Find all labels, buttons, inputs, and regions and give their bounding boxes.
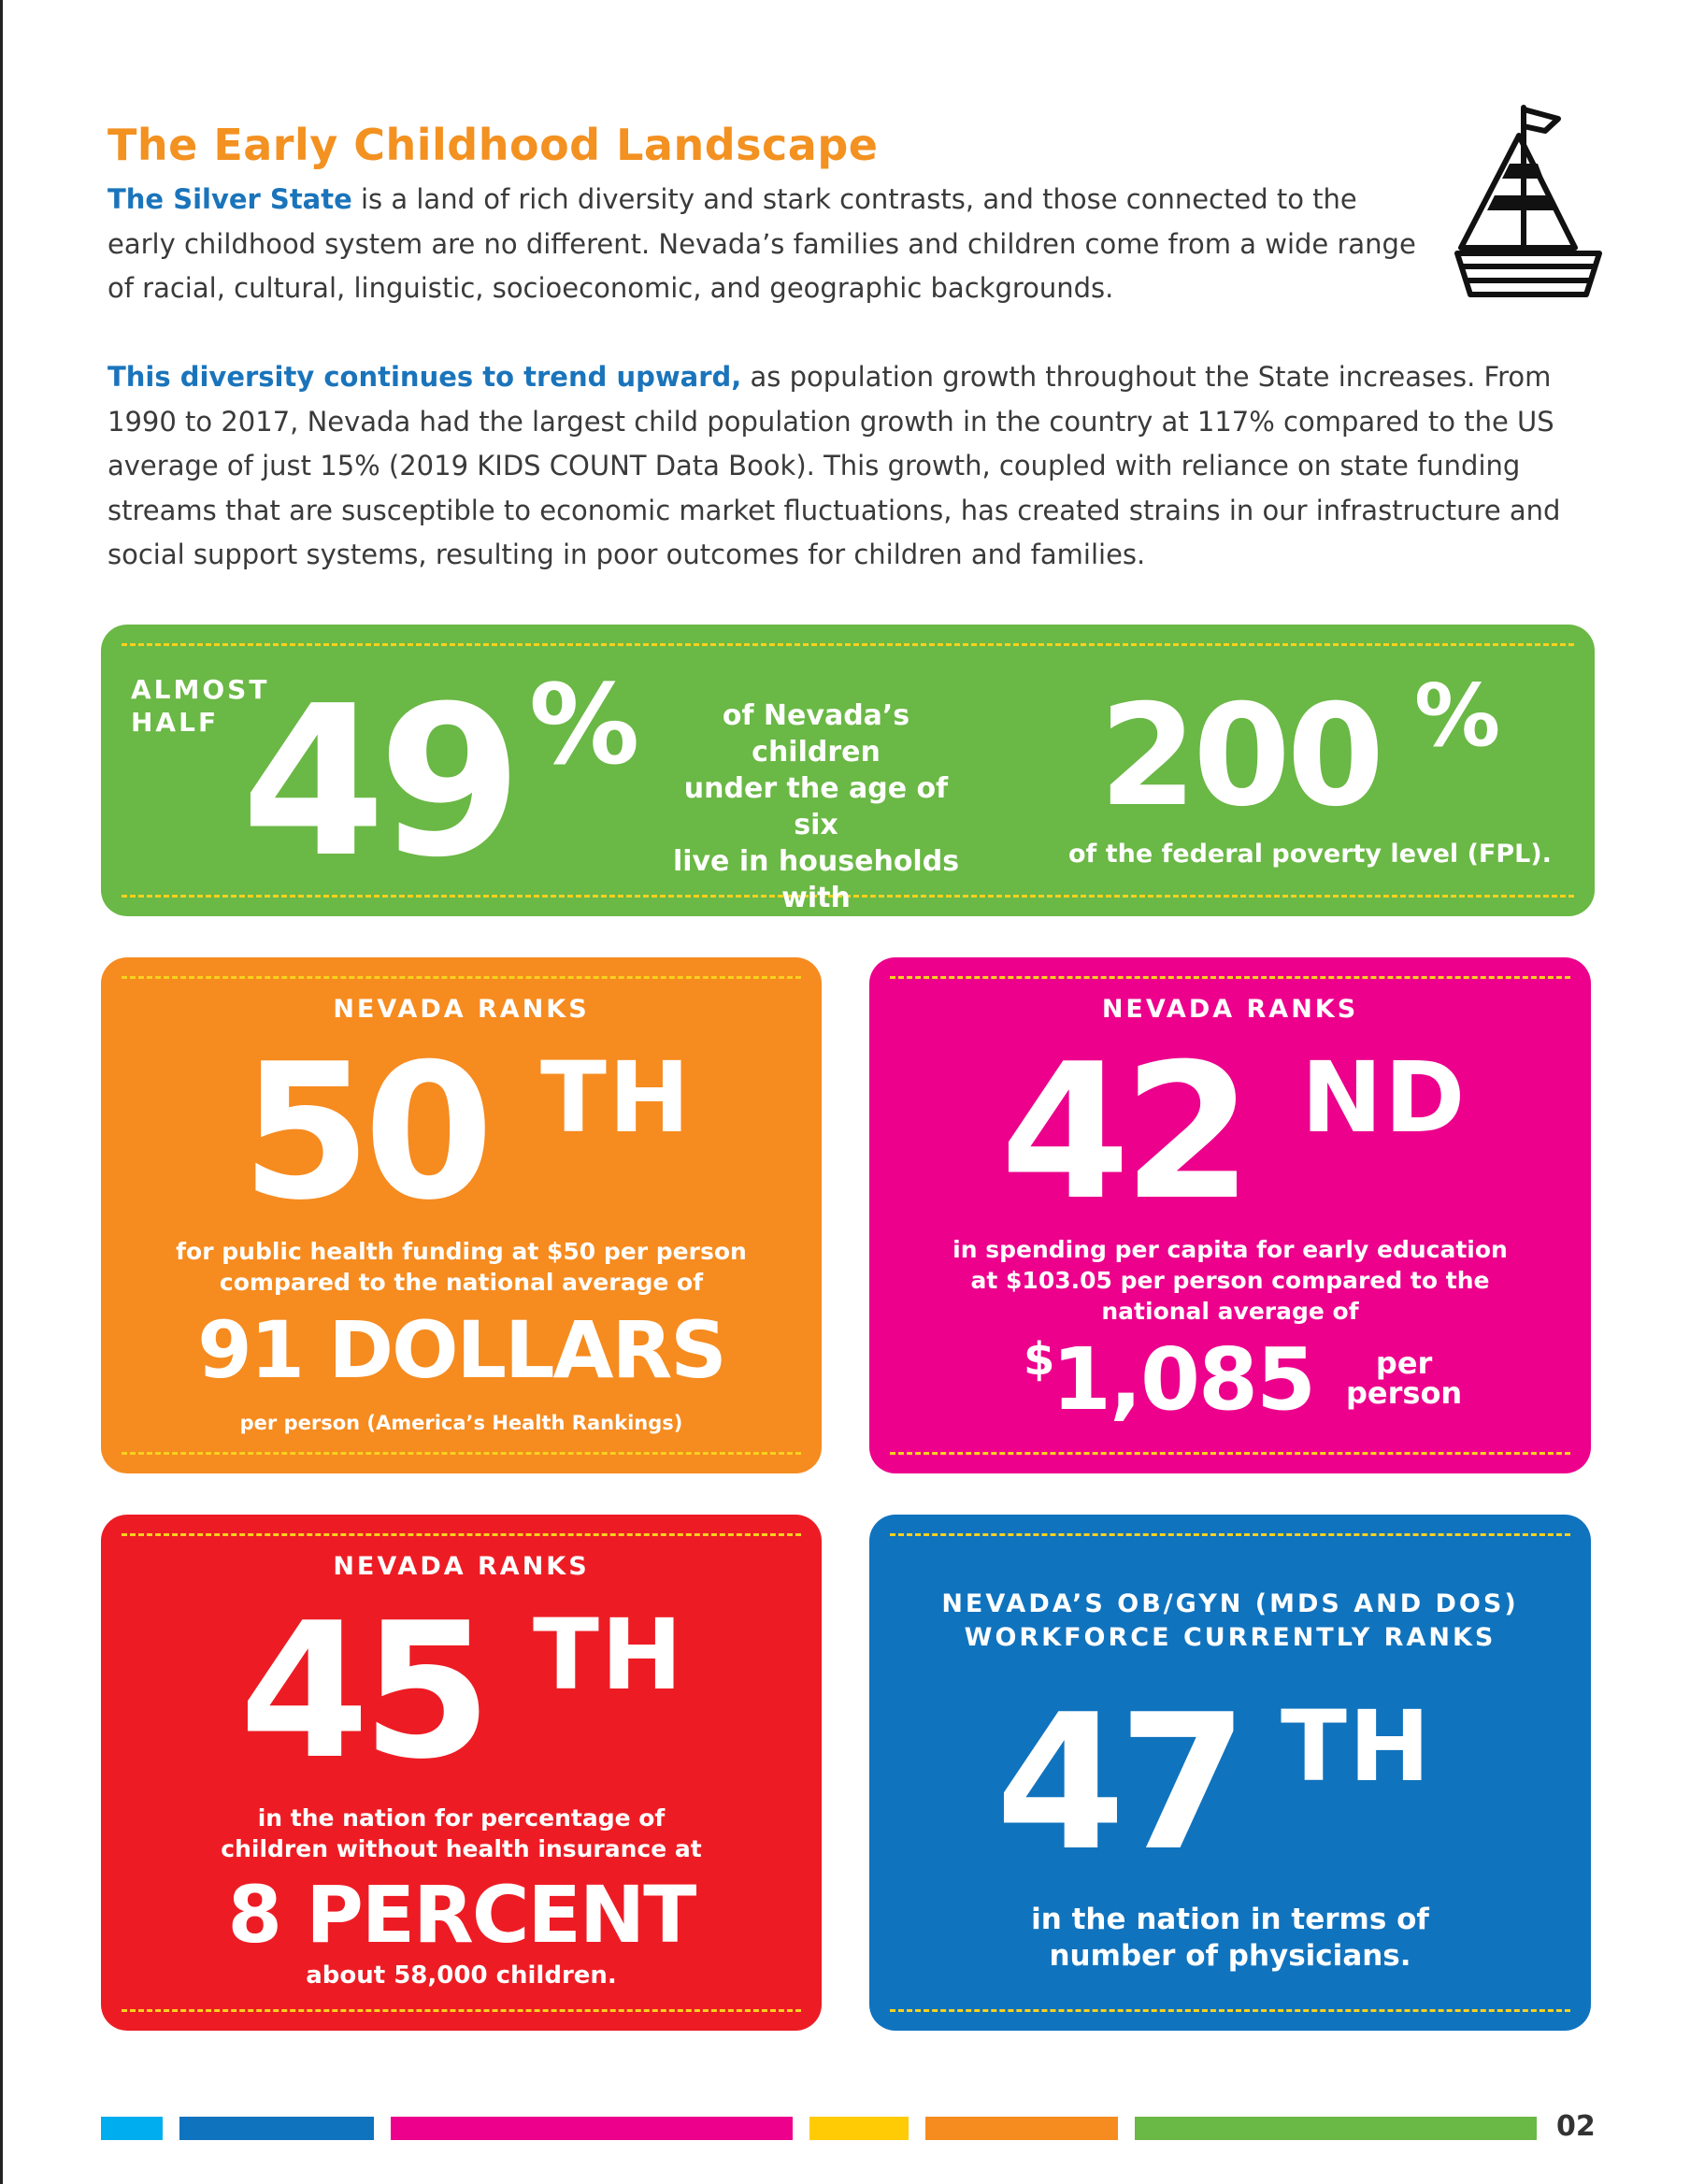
description-line: national average of (1101, 1298, 1359, 1325)
page-number: 02 (1556, 2110, 1596, 2143)
intro-lead: The Silver State (107, 183, 352, 215)
rank-value: 47 (995, 1674, 1241, 1892)
health-funding-card (101, 957, 822, 1473)
dashed-divider (122, 1533, 801, 1536)
obgyn-workforce-card (869, 1515, 1591, 2031)
diversity-paragraph (107, 355, 1603, 578)
funding-description (101, 1236, 822, 1298)
description-line: of Nevada’s children (722, 699, 910, 769)
footer-color-bar (809, 2117, 909, 2140)
rank-value: 50 (241, 1024, 487, 1242)
description-line: for public health funding at $50 per person (176, 1238, 747, 1265)
kicker-line: ALMOST (131, 674, 270, 705)
fpl-percent-value: 200 (1099, 675, 1382, 838)
dashed-divider (890, 1452, 1570, 1455)
education-description (869, 1234, 1591, 1327)
per-line: person (1346, 1375, 1463, 1411)
dashed-divider (122, 643, 1574, 646)
diversity-text: as population growth throughout the State increases. From 1990 to 2017, Nevada had the largest child population growth in the country at 117% compared to the US average of just 15% (2019 KIDS COUNT Data Book). This growth, coupled with reliance on state funding streams that are susceptible to economic market fluctuations, has created strains in our infrastructure and social support systems, resulting in poor outcomes for children and families. (107, 361, 1561, 570)
intro-text: is a land of rich diversity and stark contrasts, and those connected to the early childhood system are no different. Nevada’s families and children come from a wide range of racial, cultural, linguistic, socioeconomic, and geographic backgrounds. (107, 183, 1416, 304)
footer-color-bar (925, 2117, 1118, 2140)
insurance-description (101, 1803, 822, 1864)
description-line: compared to the national average of (219, 1269, 704, 1296)
intro-paragraph (107, 178, 1425, 311)
poverty-percent-value: 49 (241, 662, 515, 903)
per-line: per (1375, 1345, 1433, 1381)
page-title: The Early Childhood Landscape (107, 120, 879, 170)
per-person-label (1346, 1345, 1463, 1411)
rank-kicker: NEVADA RANKS (333, 995, 590, 1024)
early-education-card (869, 957, 1591, 1473)
rank-kicker: NEVADA RANKS (333, 1552, 590, 1581)
description-line: income less than (681, 918, 951, 951)
description-line: live in households with (672, 845, 960, 914)
poverty-description (662, 697, 970, 953)
kicker-line: NEVADA’S OB/GYN (MDS AND DOS) (941, 1589, 1519, 1618)
description-line: at $103.05 per person compared to the (970, 1267, 1490, 1294)
poverty-stat-card (101, 625, 1595, 951)
kicker-line: WORKFORCE CURRENTLY RANKS (964, 1623, 1497, 1652)
dashed-divider (890, 2009, 1570, 2012)
footer-color-bar (179, 2117, 374, 2140)
currency-symbol: $ (1024, 1333, 1055, 1386)
page-edge-rule (0, 0, 3, 2184)
rank-suffix: ND (1301, 1041, 1468, 1155)
national-average-amount: 1,085 (1052, 1329, 1315, 1430)
footer-color-bar (1135, 2117, 1537, 2140)
description-line: number of physicians. (1049, 1939, 1411, 1973)
footer-color-bar (391, 2117, 793, 2140)
footer-color-bar (101, 2117, 163, 2140)
national-average-value: 91 DOLLARS (197, 1304, 725, 1396)
workforce-kicker (869, 1588, 1591, 1655)
description-line: children without health insurance at (221, 1835, 702, 1862)
dashed-divider (122, 2009, 801, 2012)
rank-suffix: TH (1281, 1689, 1432, 1803)
rank-suffix: TH (540, 1041, 692, 1155)
description-line: under the age of six (683, 772, 949, 841)
percent-sign: % (529, 660, 642, 789)
dashed-divider (122, 976, 801, 979)
description-line: in the nation in terms of (1031, 1903, 1429, 1936)
fpl-caption: of the federal poverty level (FPL). (1068, 840, 1552, 869)
sailboat-icon (1444, 98, 1608, 313)
dashed-divider (890, 1533, 1570, 1536)
rank-value: 42 (1000, 1024, 1246, 1242)
health-insurance-card (101, 1515, 822, 2031)
kicker-line: HALF (131, 707, 220, 738)
uninsured-count-caption: about 58,000 children. (306, 1961, 617, 1990)
description-line: in spending per capita for early education (952, 1236, 1508, 1263)
rank-kicker: NEVADA RANKS (1101, 995, 1359, 1024)
fpl-percent-sign: % (1414, 666, 1501, 766)
uninsured-percent-value: 8 PERCENT (227, 1869, 695, 1961)
dashed-divider (122, 1452, 801, 1455)
dashed-divider (890, 976, 1570, 979)
workforce-description (869, 1902, 1591, 1975)
diversity-lead: This diversity continues to trend upward, (107, 361, 742, 393)
description-line: in the nation for percentage of (257, 1804, 666, 1832)
rank-suffix: TH (533, 1598, 684, 1712)
funding-source-caption: per person (America’s Health Rankings) (239, 1412, 683, 1434)
rank-value: 45 (239, 1583, 485, 1801)
